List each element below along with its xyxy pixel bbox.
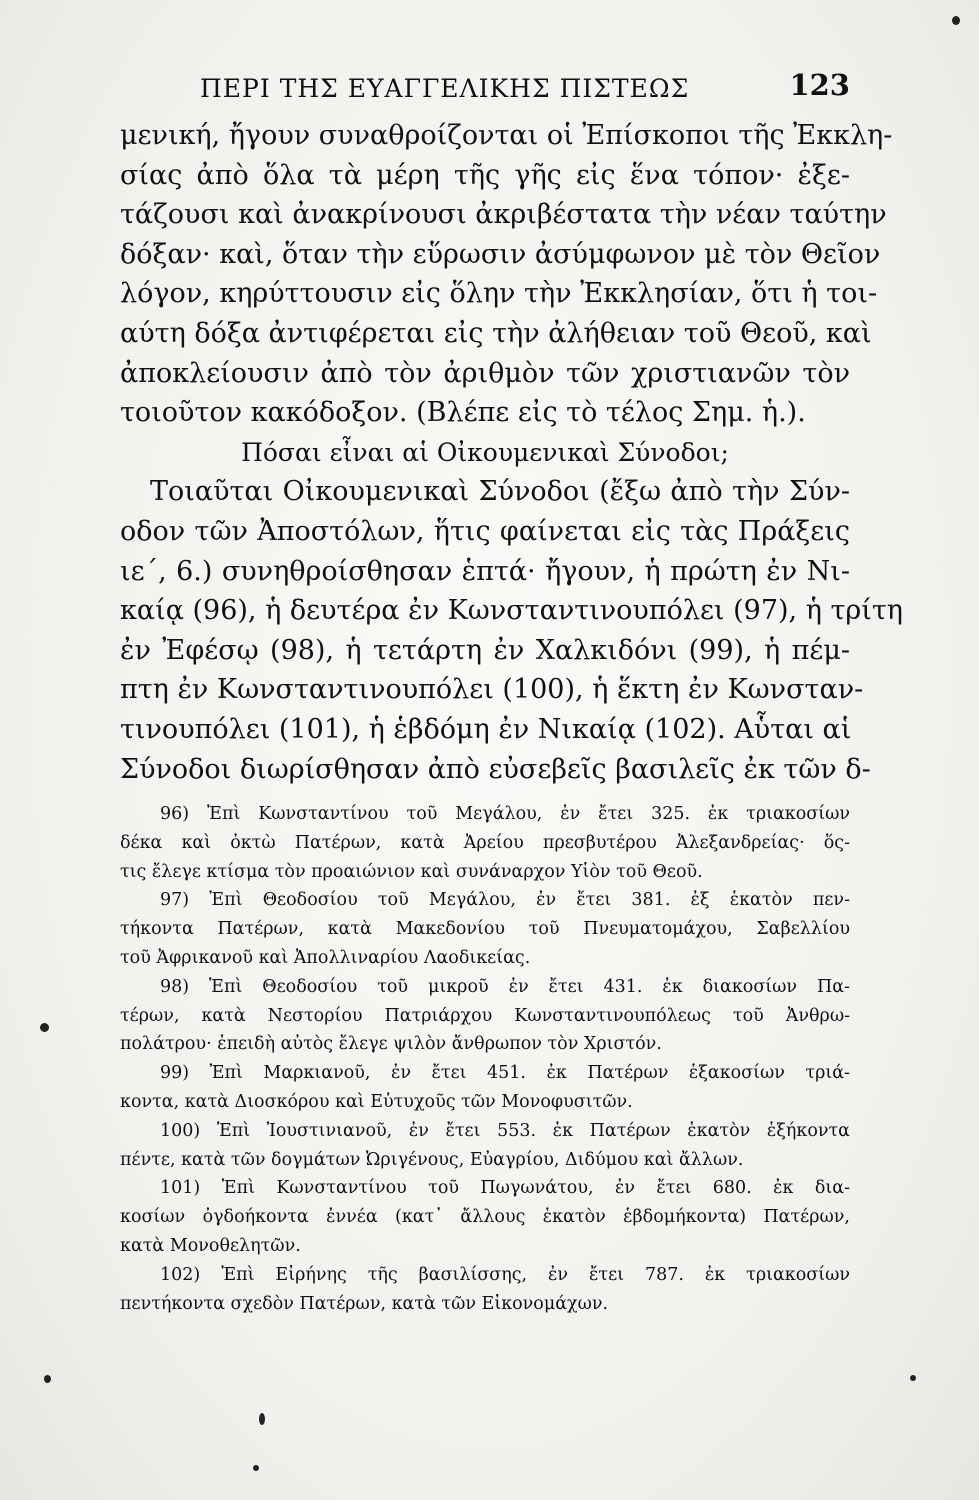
print-speck — [44, 1375, 51, 1383]
print-speck — [253, 1465, 259, 1471]
answer-line: τινουπόλει (101), ἡ ἑβδόμη ἐν Νικαίᾳ (102). Αὗται αἱ — [120, 713, 852, 745]
footnote-line: πολάτρου· ἐπειδὴ αὐτὸς ἔλεγε ψιλὸν ἄνθρωπον τὸν Χριστόν. — [120, 1034, 662, 1055]
footnote-102 — [120, 1261, 850, 1290]
footnote-96 — [120, 800, 850, 829]
text-line: δόξαν· καὶ, ὅταν τὴν εὕρωσιν ἀσύμφωνον μὲ τὸν Θεῖον — [120, 238, 881, 270]
text-line: τάζουσι καὶ ἀνακρίνουσι ἀκριβέστατα τὴν νέαν ταύτην — [120, 199, 887, 231]
main-text — [120, 116, 903, 789]
footnote-97 — [120, 886, 850, 915]
answer-line: Τοιαῦται Οἰκουμενικαὶ Σύνοδοι (ἔξω ἀπὸ τὴν Σύν- — [150, 476, 850, 508]
footnote-number: 100) — [160, 1120, 201, 1141]
footnote-text: Ἐπὶ Θεοδοσίου τοῦ Μεγάλου, ἐν ἔτει 381. ἐξ ἑκατὸν πεν- — [209, 890, 850, 911]
print-speck — [910, 1375, 916, 1381]
answer-line: ιε΄, 6.) συνηθροίσθησαν ἑπτά· ἤγουν, ἡ πρώτη ἐν Νι- — [120, 555, 850, 587]
print-speck — [952, 16, 960, 25]
answer-line: καίᾳ (96), ἡ δευτέρα ἐν Κωνσταντινουπόλει (97), ἡ τρίτη — [120, 595, 903, 627]
print-speck — [259, 1413, 265, 1425]
footnote-number: 97) — [160, 890, 190, 911]
footnote-text: Ἐπὶ Εἰρήνης τῆς βασιλίσσης, ἐν ἔτει 787. ἐκ τριακοσίων — [221, 1264, 850, 1285]
running-title: ΠΕΡΙ ΤΗΣ ΕΥΑΓΓΕΛΙΚΗΣ ΠΙΣΤΕΩΣ — [200, 74, 690, 103]
footnote-line: κοντα, κατὰ Διοσκόρου καὶ Εὐτυχοῦς τῶν Μονοφυσιτῶν. — [120, 1091, 633, 1112]
text-line: σίας ἀπὸ ὅλα τὰ μέρη τῆς γῆς εἰς ἕνα τόπον· ἐξε- — [120, 159, 850, 191]
page-number: 123 — [789, 68, 850, 102]
answer-line: ἐν Ἐφέσῳ (98), ἡ τετάρτη ἐν Χαλκιδόνι (99), ἡ πέμ- — [120, 634, 850, 666]
footnote-line: κοσίων ὀγδοήκοντα ἐννέα (κατ᾽ ἄλλους ἑκατὸν ἑβδομήκοντα) Πατέρων, — [120, 1207, 850, 1228]
answer-line: οδον τῶν Ἀποστόλων, ἥτις φαίνεται εἰς τὰς Πράξεις — [120, 515, 850, 547]
footnote-98 — [120, 973, 850, 1002]
footnote-text: Ἐπὶ Κωνσταντίνου τοῦ Πωγωνάτου, ἐν ἔτει 680. ἐκ δια- — [221, 1178, 850, 1199]
footnote-line: τήκοντα Πατέρων, κατὰ Μακεδονίου τοῦ Πνευματομάχου, Σαβελλίου — [120, 919, 850, 940]
answer-line: Σύνοδοι διωρίσθησαν ἀπὸ εὐσεβεῖς βασιλεῖς ἐκ τῶν δ- — [120, 753, 871, 785]
footnote-line: κατὰ Μονοθελητῶν. — [120, 1235, 301, 1256]
footnote-number: 99) — [160, 1063, 190, 1084]
footnote-number: 98) — [160, 976, 190, 997]
footnote-99 — [120, 1059, 850, 1088]
footnote-line: τις ἔλεγε κτίσμα τὸν προαιώνιον καὶ συνάναρχον Υἱὸν τοῦ Θεοῦ. — [120, 861, 703, 882]
footnote-101 — [120, 1174, 850, 1203]
text-line: αύτη δόξα ἀντιφέρεται εἰς τὴν ἀλήθειαν τοῦ Θεοῦ, καὶ — [120, 317, 872, 349]
footnote-number: 101) — [160, 1178, 201, 1199]
footnote-text: Ἐπὶ Θεοδοσίου τοῦ μικροῦ ἐν ἔτει 431. ἐκ διακοσίων Πα- — [209, 976, 850, 997]
question-heading: Πόσαι εἶναι αἱ Οἰκουμενικαὶ Σύνοδοι; — [241, 437, 729, 467]
footnote-line: πεντήκοντα σχεδὸν Πατέρων, κατὰ τῶν Εἰκονομάχων. — [120, 1293, 609, 1314]
footnote-line: τέρων, κατὰ Νεστορίου Πατριάρχου Κωνσταντινουπόλεως τοῦ Ἀνθρω- — [120, 1005, 850, 1026]
footnotes — [120, 800, 850, 1318]
print-speck — [40, 1023, 49, 1032]
text-line: ἀποκλείουσιν ἀπὸ τὸν ἀριθμὸν τῶν χριστιανῶν τὸν — [120, 357, 850, 389]
page-header — [120, 66, 850, 106]
footnote-100 — [120, 1117, 850, 1146]
text-line: τοιοῦτον κακόδοξον. (Βλέπε εἰς τὸ τέλος Σημ. ἡ.). — [120, 397, 806, 429]
text-line: μενική, ἤγουν συναθροίζονται οἱ Ἐπίσκοποι τῆς Ἐκκλη- — [120, 120, 893, 151]
footnote-text: Ἐπὶ Μαρκιανοῦ, ἐν ἔτει 451. ἐκ Πατέρων ἑξακοσίων τριά- — [209, 1063, 850, 1084]
footnote-line: πέντε, κατὰ τῶν δογμάτων Ὠριγένους, Εὐαγρίου, Διδύμου καὶ ἄλλων. — [120, 1149, 744, 1170]
footnote-line: τοῦ Ἀφρικανοῦ καὶ Ἀπολλιναρίου Λαοδικείας. — [120, 947, 531, 968]
footnote-line: δέκα καὶ ὀκτὼ Πατέρων, κατὰ Ἀρείου πρεσβυτέρου Ἀλεξανδρείας· ὅς- — [120, 832, 850, 853]
answer-line: πτη ἐν Κωνσταντινουπόλει (100), ἡ ἕκτη ἐν Κωνσταν- — [120, 674, 864, 706]
footnote-number: 102) — [160, 1264, 201, 1285]
footnote-number: 96) — [160, 804, 190, 824]
footnote-text: Ἐπὶ Κωνσταντίνου τοῦ Μεγάλου, ἐν ἔτει 325. ἐκ τριακοσίων — [207, 804, 850, 824]
text-line: λόγον, κηρύττουσιν εἰς ὅλην τὴν Ἐκκλησίαν, ὅτι ἡ τοι- — [120, 278, 878, 310]
footnote-text: Ἐπὶ Ἰουστινιανοῦ, ἐν ἔτει 553. ἐκ Πατέρων ἑκατὸν ἑξήκοντα — [216, 1120, 850, 1141]
